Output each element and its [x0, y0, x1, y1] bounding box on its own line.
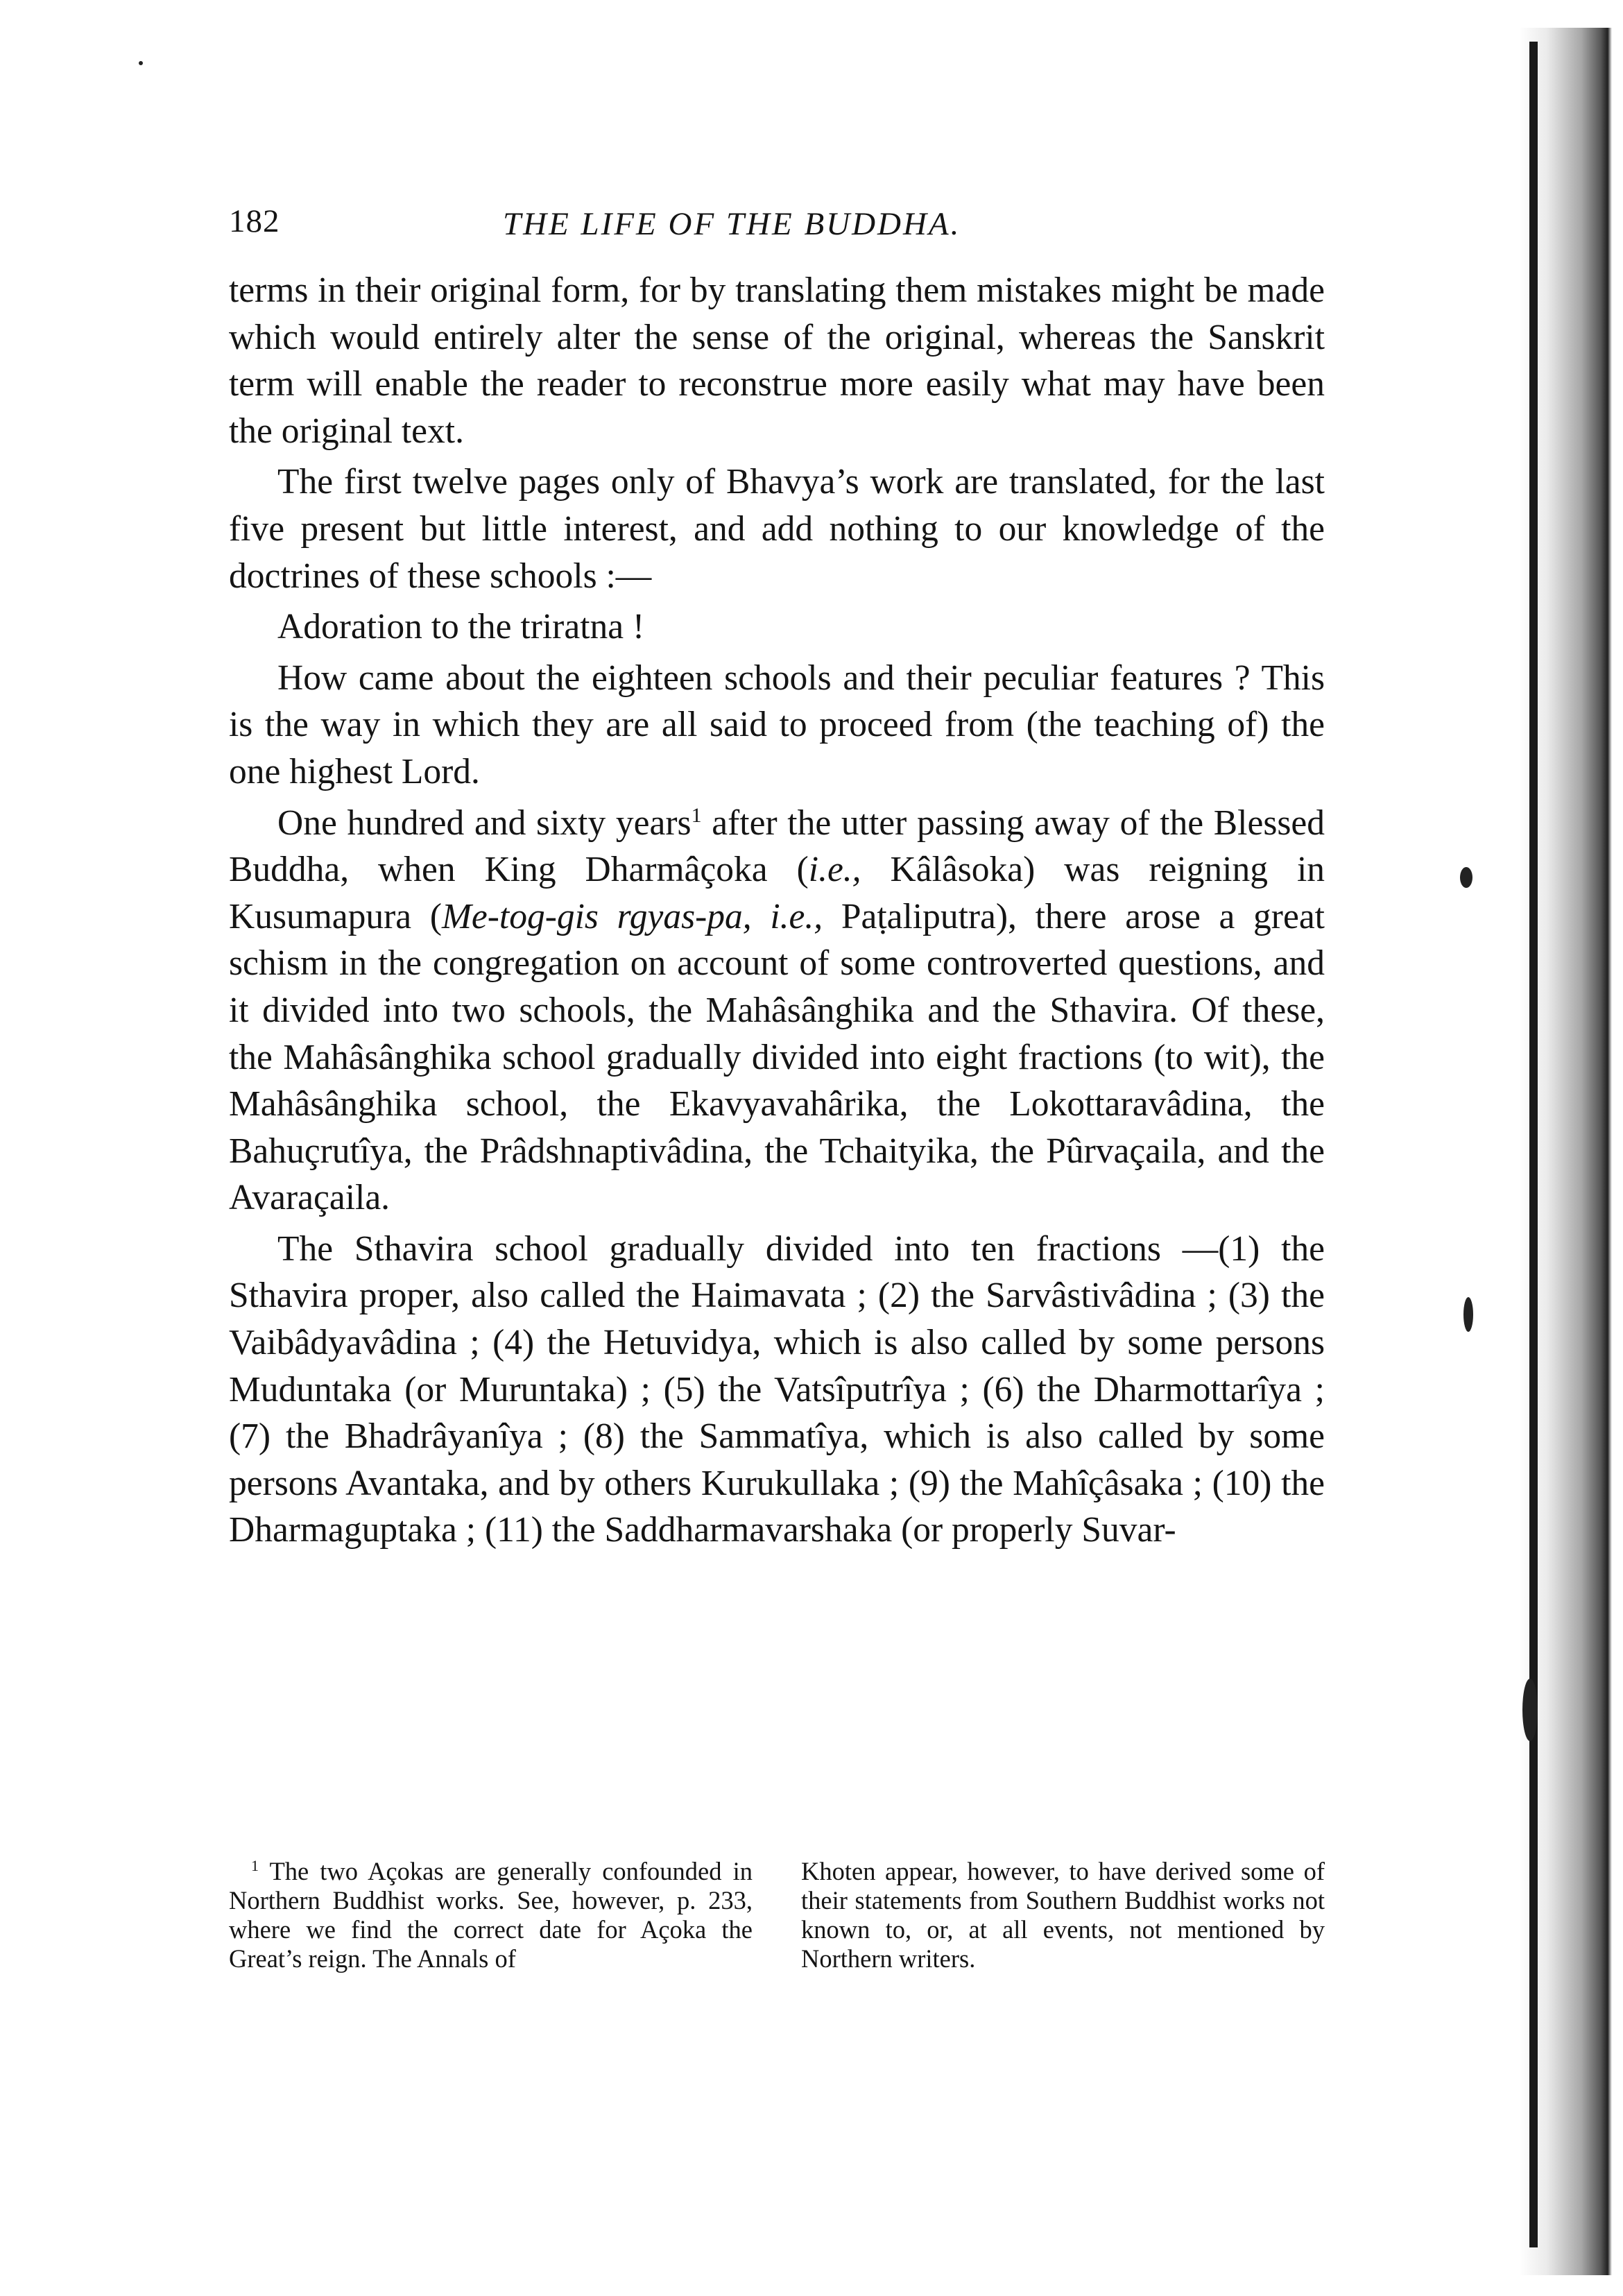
running-title: THE LIFE OF THE BUDDHA.	[503, 206, 961, 242]
paragraph-eighteen-schools: How came about the eighteen schools and their peculiar features ? This is the way in which they are all said to proceed from (the teaching of) the one highest Lord.	[229, 658, 1325, 791]
footnotes	[229, 1857, 1325, 1973]
book-spine-edge	[1529, 42, 1538, 2247]
body-text	[229, 267, 1325, 1554]
footnote-marker: 1	[251, 1856, 259, 1874]
scan-speck	[1463, 1297, 1473, 1332]
footnote-column-right	[801, 1857, 1325, 1973]
paragraph-schism-part-3: Kâlâsoka) was reigning in Kusumapura (	[229, 850, 1325, 936]
footnote-column-left	[229, 1857, 753, 1973]
page-number: 182	[229, 203, 280, 239]
paragraph-schism-part-1: One hundred and sixty years	[277, 803, 692, 843]
paragraph-schism-italic-1: i.e.,	[808, 850, 861, 890]
paragraph-bhavya: The first twelve pages only of Bhavya’s work are translated, for the last five present but little interest, and add nothing to our knowledge of the doctrines of these schools :—	[229, 462, 1325, 596]
paragraph-sthavira: The Sthavira school gradually divided into ten fractions —(1) the Sthavira proper, also called the Haimavata ; (2) the Sarvâstivâdina ; (3) the Vaibâdyavâdina ; (4) the Hetuvidya, which is also called by some persons Muduntaka (or Muruntaka) ; (5) the Vatsîputrîya ; (6) the Dharmottarîya ; (7) the Bhadrâyanîya ; (8) the Sammatîya, which is also called by some persons Avantaka, and by others Kurukullaka ; (9) the Mahîçâsaka ; (10) the Dharmaguptaka ; (11) the Saddharmavarshaka (or properly Suvar-	[229, 1228, 1325, 1550]
page-header	[229, 203, 1325, 258]
scan-speck	[1522, 1679, 1538, 1741]
paragraph-schism-italic-2: Me-tog-gis rgyas-pa, i.e.,	[441, 896, 823, 936]
scan-speck	[1460, 867, 1472, 888]
paragraph-schism-part-2: after the utter passing away of the Blessed Buddha, when King Dharmâçoka (	[229, 803, 1325, 890]
paragraph-adoration: Adoration to the triratna !	[277, 607, 645, 647]
footnote-left-text: The two Açokas are generally confounded in Northern Buddhist works. See, however, p. 233, where we find the correct date for Açoka the Great’s reign. The Annals of	[229, 1857, 753, 1973]
paragraph-continued: terms in their original form, for by translating them mistakes might be made which would entirely alter the sense of the original, whereas the Sanskrit term will enable the reader to reconstrue more easily what may have been the original text.	[229, 271, 1325, 451]
footnote-reference: 1	[691, 803, 702, 827]
paragraph-schism-part-4: Paṭaliputra), there arose a great schism in the congregation on account of some controverted questions, and it divided into two schools, the Mahâsânghika and the Sthavira. Of these, the Mahâsânghika school gradually divided into eight fractions (to wit), the Mahâsânghika school, the Ekavyavahârika, the Lokottaravâdina, the Bahuçrutîya, the Prâdshnaptivâdina, the Tchaityika, the Pûrvaçaila, and the Avaraçaila.	[229, 896, 1325, 1218]
scan-speck	[139, 61, 143, 65]
footnote-right-text: Khoten appear, however, to have derived some of their statements from Southern Buddhist works not known to, or, at all events, not mentioned by Northern writers.	[801, 1857, 1325, 1973]
paragraph-schism	[229, 800, 1325, 1222]
